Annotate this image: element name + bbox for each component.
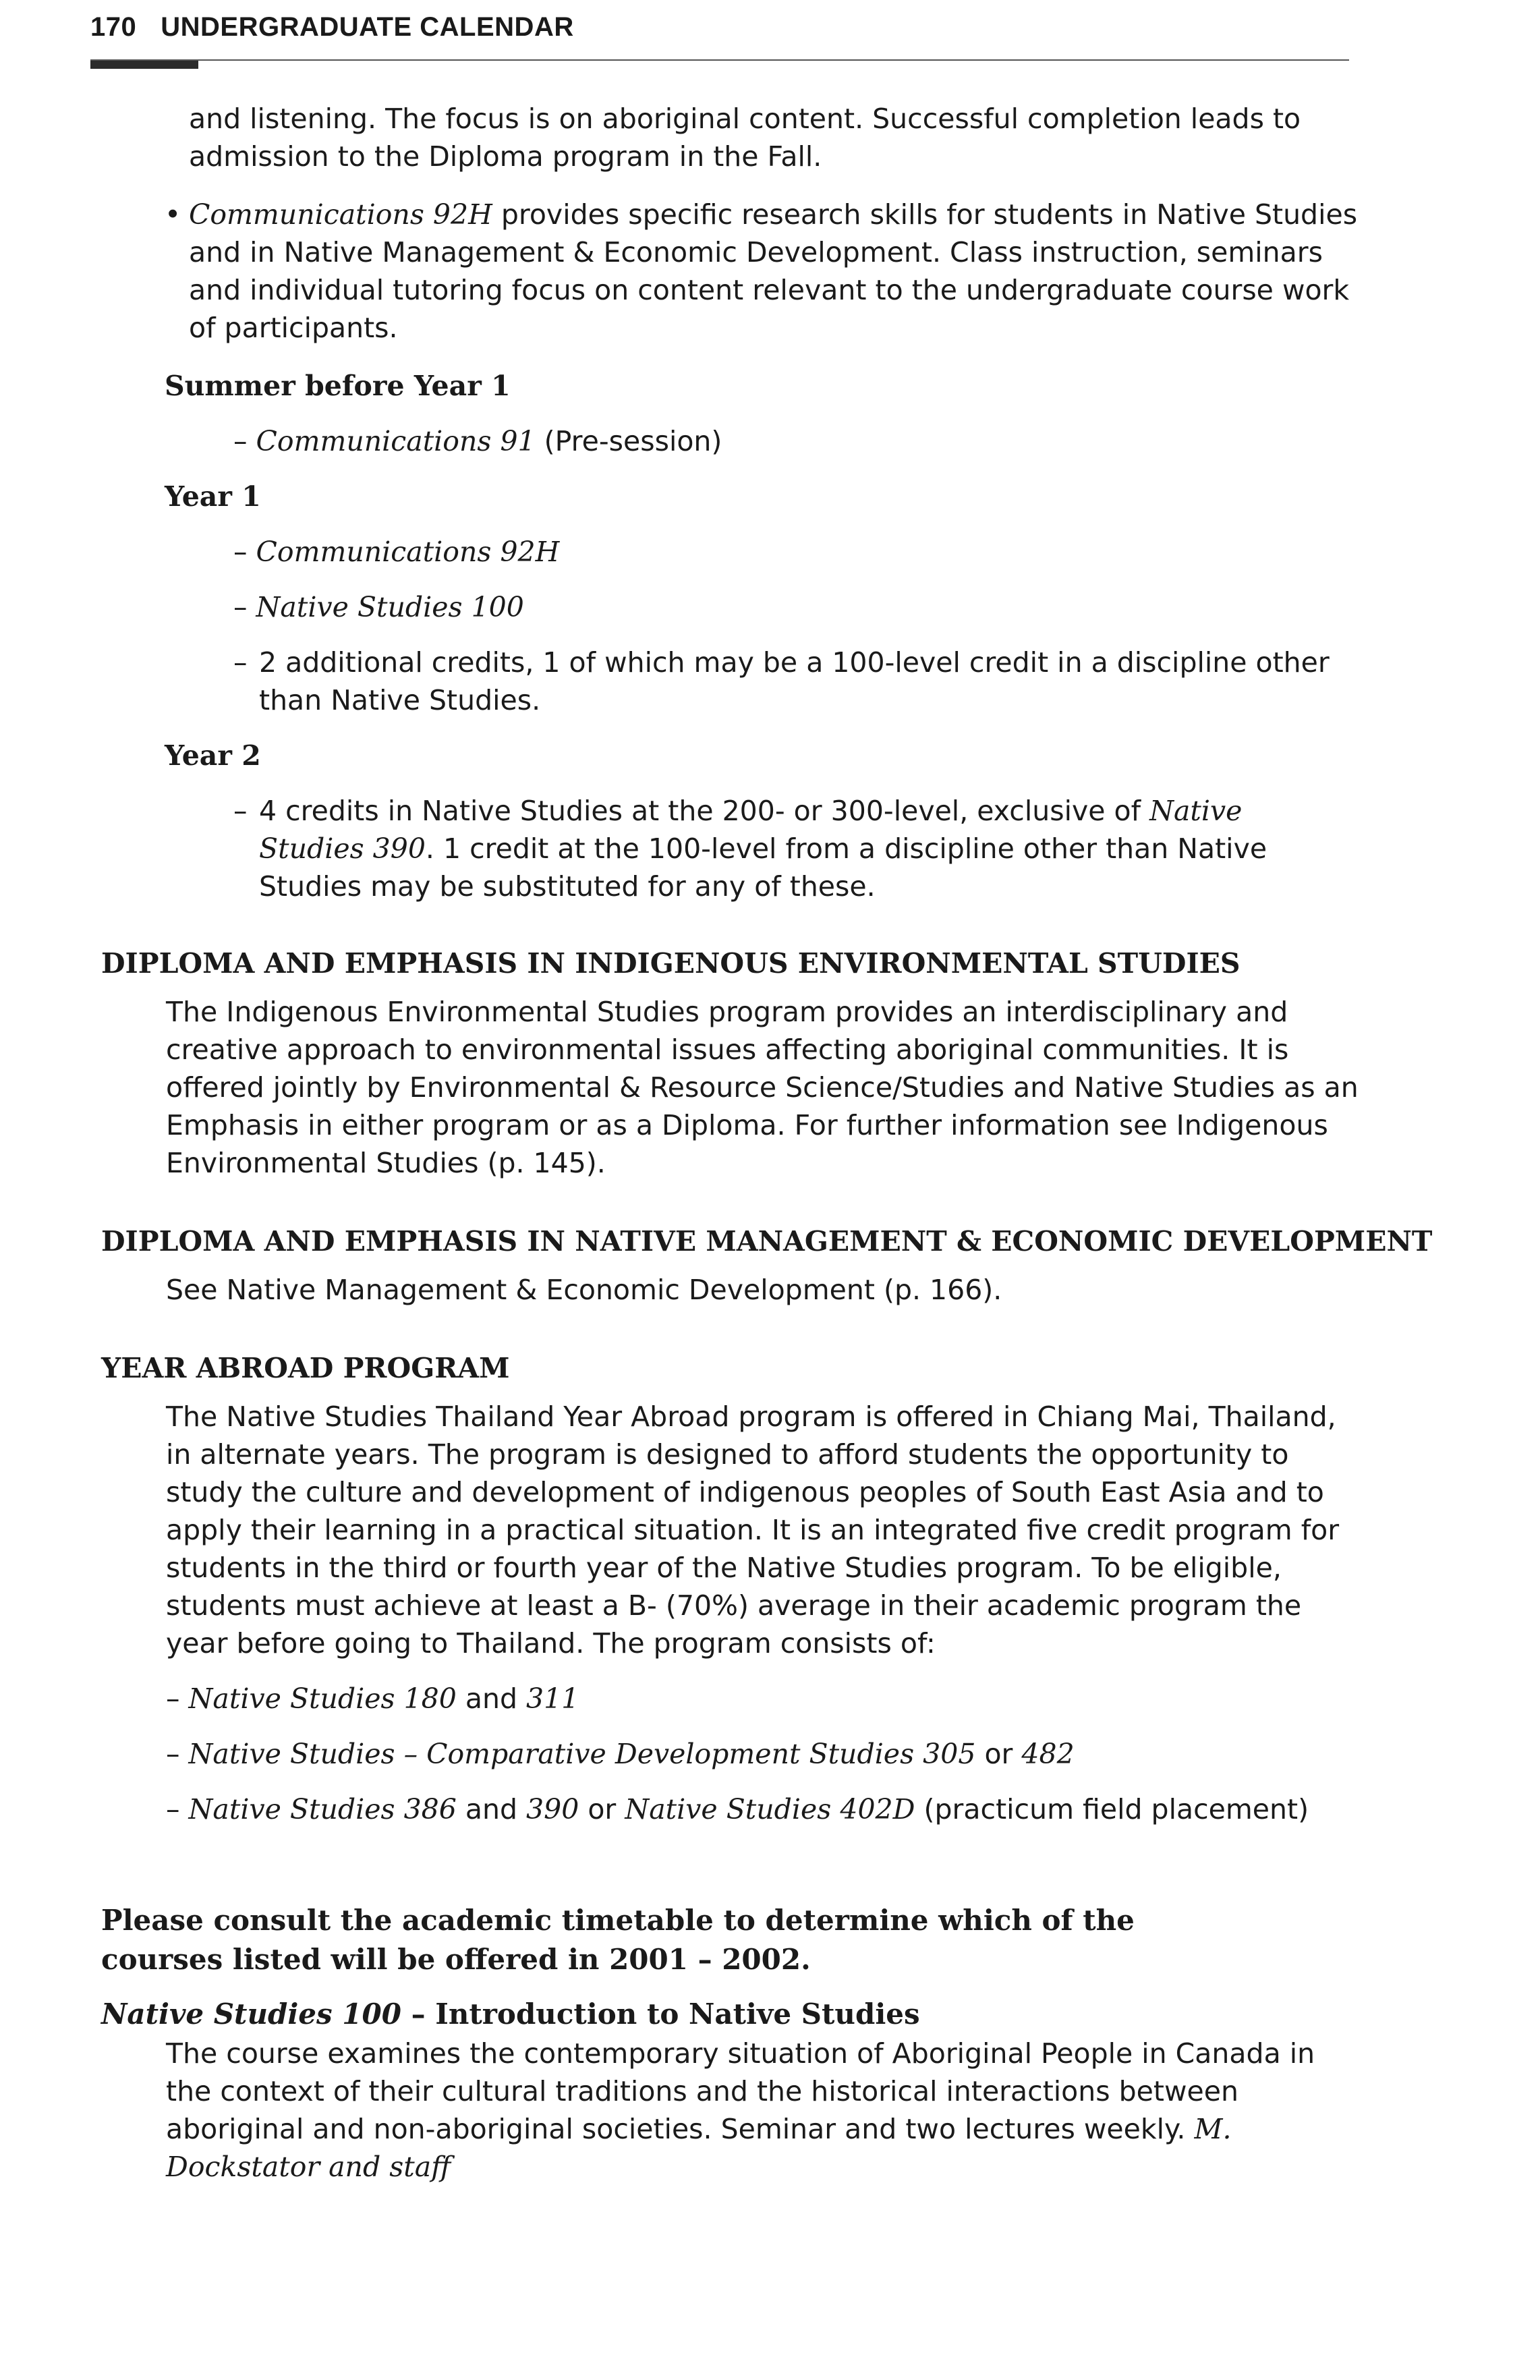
year1-item-1-italic: Communications 92H	[256, 536, 560, 568]
dash: –	[166, 1793, 180, 1825]
year1-item-2	[233, 588, 1367, 626]
year2-heading: Year 2	[165, 739, 261, 772]
dash: –	[233, 646, 248, 679]
summer-item	[233, 422, 1367, 460]
year1-item-2-italic: Native Studies 100	[256, 591, 524, 623]
abroad-item-3	[166, 1790, 1360, 1828]
abroad-item-2	[166, 1735, 1360, 1773]
year1-item-1	[233, 533, 1367, 571]
course-instructor: M. Dockstator and staff	[166, 2113, 1232, 2183]
summer-heading: Summer before Year 1	[165, 370, 511, 402]
abroad-item-1-a: Native Studies 180	[188, 1682, 457, 1715]
running-title: UNDERGRADUATE CALENDAR	[161, 12, 574, 42]
abroad-item-3-b: and	[456, 1793, 527, 1825]
abroad-item-2-a: Native Studies – Comparative Development Studies 305	[188, 1738, 976, 1770]
abroad-item-1-c: 311	[526, 1682, 579, 1715]
abroad-item-3-f: (practicum field placement)	[915, 1793, 1309, 1825]
year2-item-italic: Native Studies 390	[259, 795, 1243, 865]
abroad-paragraph: The Native Studies Thailand Year Abroad program is offered in Chiang Mai, Thailand, in alternate years. The program is designed to afford students the opportunity to study the culture and development of indigenous peoples of South East Asia and to apply their learning in a practical situation. It is an integrated five credit program for students in the third or fourth year of the Native Studies program. To be eligible, students must achieve at least a B- (70%) average in their academic program the year before going to Thailand. The program consists of:	[166, 1400, 1340, 1660]
abroad-heading: YEAR ABROAD PROGRAM	[101, 1352, 510, 1384]
ies-paragraph: The Indigenous Environmental Studies program provides an interdisciplinary and creative approach to environmental issues affecting aboriginal communities. It is offered jointly by Environmental & Resource Science/Studies and Native Studies as an Emphasis in either program or as a Diploma. For further information see Indigenous Environmental Studies (p. 145).	[166, 996, 1359, 1179]
summer-item-text: (Pre-session)	[535, 425, 722, 457]
bullet-text: provides specific research skills for students in Native Studies and in Native Management & Economic Development. Class instruction, seminars and individual tutoring focus on content relevant to the undergraduate course work of participants.	[189, 198, 1358, 344]
abroad-item-2-b: or	[975, 1738, 1022, 1770]
header-bar	[90, 61, 198, 69]
dash: –	[233, 425, 248, 457]
year2-item	[259, 792, 1352, 905]
dash: –	[166, 1682, 180, 1715]
year2-item-b: . 1 credit at the 100-level from a discipline other than Native Studies may be substituted for any of these.	[259, 832, 1267, 903]
summer-item-italic: Communications 91	[256, 425, 536, 457]
dash: –	[233, 795, 248, 827]
abroad-item-3-a: Native Studies 386	[188, 1793, 457, 1825]
abroad-item-3-e: Native Studies 402D	[625, 1793, 915, 1825]
course-heading	[101, 1995, 1363, 2033]
nmed-paragraph: See Native Management & Economic Development (p. 166).	[166, 1274, 1002, 1306]
abroad-item-3-d: or	[579, 1793, 625, 1825]
year1-item-3: 2 additional credits, 1 of which may be a 100-level credit in a discipline other than Native Studies.	[259, 646, 1330, 716]
page-number: 170	[90, 12, 137, 42]
header-rule	[90, 59, 1349, 61]
abroad-item-1	[166, 1680, 1360, 1718]
timetable-notice: Please consult the academic timetable to determine which of the courses listed will be offered in 2001 – 2002.	[101, 1904, 1135, 1976]
course-description	[166, 2035, 1360, 2186]
year2-item-a: 4 credits in Native Studies at the 200- or 300-level, exclusive of	[259, 795, 1150, 827]
abroad-item-2-c: 482	[1021, 1738, 1075, 1770]
dash: –	[233, 591, 248, 623]
intro-continued-paragraph: and listening. The focus is on aboriginal content. Successful completion leads to admission to the Diploma program in the Fall.	[189, 103, 1301, 173]
bullet-icon: •	[165, 198, 181, 231]
course-description-text: The course examines the contemporary situation of Aboriginal People in Canada in the context of their cultural traditions and the historical interactions between aboriginal and non-aboriginal societies. Seminar and two lectures weekly.	[166, 2037, 1315, 2145]
ies-heading: DIPLOMA AND EMPHASIS IN INDIGENOUS ENVIRONMENTAL STUDIES	[101, 947, 1240, 980]
course-title: – Introduction to Native Studies	[401, 1998, 920, 2031]
running-head	[90, 12, 574, 42]
year1-heading: Year 1	[165, 480, 261, 513]
bullet-paragraph	[189, 196, 1363, 347]
course-code: Native Studies 100	[101, 1998, 401, 2031]
bullet-italic: Communications 92H	[189, 198, 492, 231]
dash: –	[233, 536, 248, 568]
nmed-heading: DIPLOMA AND EMPHASIS IN NATIVE MANAGEMENT & ECONOMIC DEVELOPMENT	[101, 1225, 1433, 1257]
abroad-item-1-b: and	[456, 1682, 527, 1715]
dash: –	[166, 1738, 180, 1770]
abroad-item-3-c: 390	[526, 1793, 579, 1825]
